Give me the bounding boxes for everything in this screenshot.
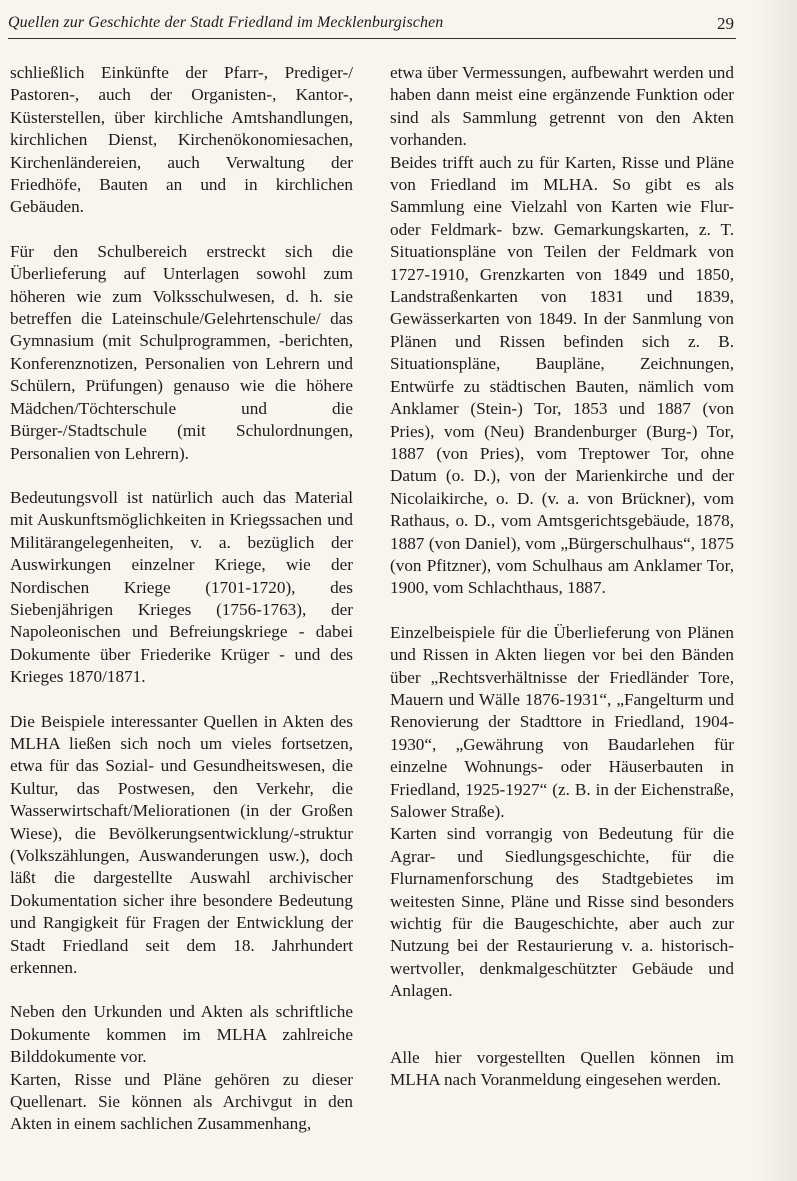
running-title: Quellen zur Geschichte der Stadt Friedland im Mecklenburgischen [8,14,444,31]
page-header [8,12,736,39]
paragraph: etwa über Vermessungen, aufbewahrt werden und haben dann meist eine ergänzende Funktion oder sind als Sammlung getrennt von den Akten vorhanden. [390,63,734,150]
left-column [10,62,353,1136]
paragraph: Die Beispiele interessanter Quellen in Akten des MLHA ließen sich noch um vieles fortsetzen, etwa für das Sozial- und Gesundheitswesen, die Kultur, das Postwesen, den Verkehr, die Wasserwirtschaft/Meliorationen (in der Großen Wiese), die Bevölkerungsentwicklung/-struktur (Volkszählungen, Auswanderungen usw.), doch läßt die dargestellte Auswahl archivischer Dokumentation sicher ihre besondere Bedeutung und Rangigkeit für Fragen der Entwicklung der Stadt Friedland seit dem 18. Jahrhundert erkennen. [10,711,353,978]
paragraph: Alle hier vorgestellten Quellen können im MLHA nach Voranmeldung eingesehen werden. [390,1047,734,1090]
paragraph: Bedeutungsvoll ist natürlich auch das Material mit Auskunftsmöglichkeiten in Kriegssachen und Militärangelegenheiten, v. a. bezüglich der Auswirkungen einzelner Kriege, wie der Nordischen Kriege (1701-1720), des Siebenjährigen Krieges (1756-1763), der Napoleonischen und Befreiungskriege - dabei Dokumente über Friederike Krüger - und des Krieges 1870/1871. [10,487,353,687]
page-edge-shadow [757,0,797,1181]
paragraph: schließlich Einkünfte der Pfarr-, Prediger-/ Pastoren-, auch der Organisten-, Kantor-, Küsterstellen, über kirchliche Amtshandlungen, kirchlichen Dienst, Kirchenökonomiesachen, Kirchenländereien, auch Verwaltung der Friedhöfe, Bauten an und in kirchlichen Gebäuden. [10,63,353,217]
paragraph: Karten, Risse und Pläne gehören zu dieser Quellenart. Sie können als Archivgut in den Akten in einem sachlichen Zusammenhang, [10,1069,353,1134]
paragraph: Einzelbeispiele für die Überlieferung von Plänen und Rissen in Akten liegen vor bei den Bänden über „Rechtsverhältnisse der Friedländer Tore, Mauern und Wälle 1876-1931“, „Fangelturm und Renovierung der Stadttore in Friedland, 1904-1930“, „Gewährung von Baudarlehen für einzelne Wohnungs- oder Häuserbauten in Friedland, 1925-1927“ (z. B. in der Eichenstraße, Salower Straße). [390,622,734,821]
paragraph: Karten sind vorrangig von Bedeutung für die Agrar- und Siedlungsgeschichte, für die Flurnamenforschung des Stadtgebietes im weitesten Sinne, Pläne und Risse sind besonders wichtig für die Baugeschichte, aber auch zur Nutzung bei der Restaurierung v. a. historisch-wertvoller, denkmalgeschützter Gebäude und Anlagen. [390,824,734,1001]
paragraph: Neben den Urkunden und Akten als schriftliche Dokumente kommen im MLHA zahlreiche Bilddokumente vor. [10,1002,353,1067]
paragraph: Für den Schulbereich erstreckt sich die Überlieferung auf Unterlagen sowohl zum höheren wie zum Volksschulwesen, d. h. sie betreffen die Lateinschule/Gelehrtenschule/ das Gymnasium (mit Schulprogrammen, -berichten, Konferenznotizen, Personalien von Lehrern und Schülern, Prüfungen) genauso wie die höhere Mädchen/Töchterschule und die Bürger-/Stadtschule (mit Schulordnungen, Personalien von Lehrern). [10,241,353,463]
right-column [390,62,734,1091]
page-number: 29 [717,14,734,33]
paragraph: Beides trifft auch zu für Karten, Risse und Pläne von Friedland im MLHA. So gibt es als Sammlung eine Vielzahl von Karten wie Flur- oder Feldmark- bzw. Gemarkungskarten, z. T. Situationspläne von Teilen der Feldmark von 1727-1910, Grenzkarten von 1849 und 1850, Landstraßenkarten von 1831 und 1839, Gewässerkarten von 1849. In der Sanmlung von Plänen und Rissen befinden sich z. B. Situationspläne, Baupläne, Zeichnungen, Entwürfe zu städtischen Bauten, nämlich vom Anklamer (Stein-) Tor, 1853 und 1887 (von Pries), vom (Neu) Brandenburger (Burg-) Tor, 1887 (von Pries), vom Treptower Tor, ohne Datum (o. D.), von der Marienkirche und der Nicolaikirche, o. D. (v. a. von Brückner), vom Rathaus, o. D., vom Amtsgerichtsgebäude, 1878, 1887 (von Daniel), vom „Bürgerschulhaus“, 1875 (von Pfitzner), vom Schulhaus am Anklamer Tor, 1900, vom Schlachthaus, 1887. [390,152,734,598]
